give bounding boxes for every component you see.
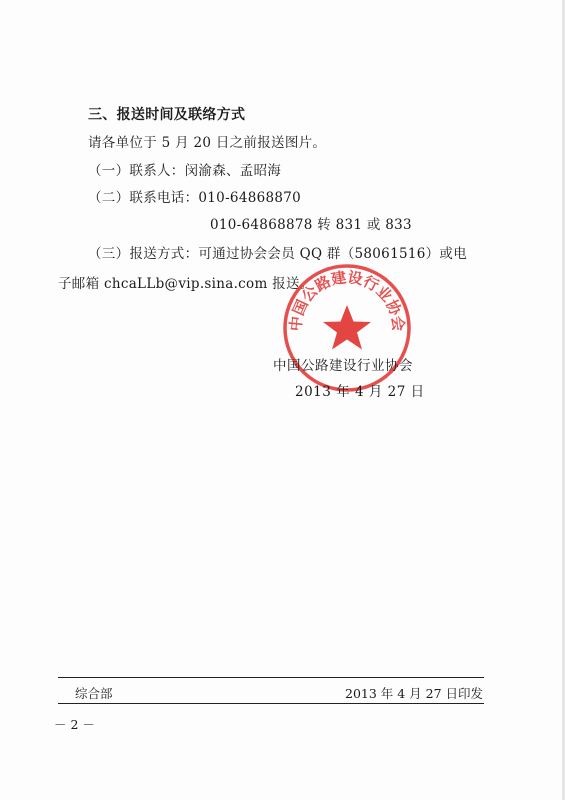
submission-method: （三）报送方式：可通过协会会员 QQ 群（58061516）或电: [88, 246, 468, 262]
signature-organization: 中国公路建设行业协会: [273, 358, 413, 374]
page-number: － 2 －: [54, 717, 95, 732]
footer-top-rule: [58, 677, 484, 678]
submission-deadline: 请各单位于 5 月 20 日之前报送图片。: [88, 135, 327, 151]
seal-text: 中国公路建设行业协会: [286, 268, 408, 333]
seal-star-icon: [323, 305, 371, 350]
issue-date: 2013 年 4 月 27 日印发: [345, 686, 484, 701]
section-heading: 三、报送时间及联络方式: [88, 107, 246, 123]
contact-phone: （二）联系电话：010-64868870: [88, 190, 302, 206]
issuing-department: 综合部: [75, 686, 113, 701]
contact-person: （一）联系人：闵渝森、孟昭海: [88, 163, 282, 179]
signature-date: 2013 年 4 月 27 日: [295, 384, 425, 400]
submission-method-email: 子邮箱 chcaLLb@vip.sina.com 报送。: [58, 276, 314, 292]
contact-phone-extension: 010-64868878 转 831 或 833: [210, 217, 412, 233]
footer-bottom-rule: [58, 703, 484, 704]
